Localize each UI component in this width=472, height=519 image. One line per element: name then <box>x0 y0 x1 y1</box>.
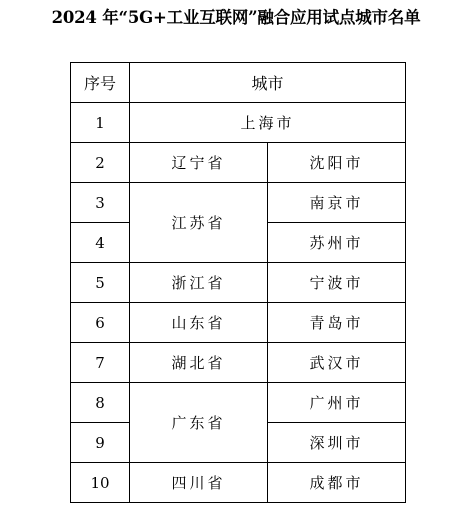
row-index: 4 <box>71 223 130 263</box>
city-cell: 青岛市 <box>268 303 406 343</box>
row-index: 2 <box>71 143 130 183</box>
header-index: 序号 <box>71 63 130 103</box>
table-row <box>71 383 406 423</box>
province-cell: 四川省 <box>130 463 268 503</box>
table-row <box>71 103 406 143</box>
city-cell: 成都市 <box>268 463 406 503</box>
city-cell: 苏州市 <box>268 223 406 263</box>
province-cell: 浙江省 <box>130 263 268 303</box>
province-cell: 山东省 <box>130 303 268 343</box>
city-cell: 沈阳市 <box>268 143 406 183</box>
city-cell: 宁波市 <box>268 263 406 303</box>
province-cell: 广东省 <box>130 383 268 463</box>
page-title: 2024 年“5G+工业互联网”融合应用试点城市名单 <box>51 8 421 27</box>
municipality-cell: 上海市 <box>130 103 406 143</box>
row-index: 5 <box>71 263 130 303</box>
row-index: 9 <box>71 423 130 463</box>
row-index: 6 <box>71 303 130 343</box>
row-index: 10 <box>71 463 130 503</box>
header-city: 城市 <box>130 63 406 103</box>
table-row <box>71 343 406 383</box>
province-cell: 湖北省 <box>130 343 268 383</box>
table-row <box>71 263 406 303</box>
city-cell: 南京市 <box>268 183 406 223</box>
province-cell: 江苏省 <box>130 183 268 263</box>
row-index: 7 <box>71 343 130 383</box>
table-row <box>71 143 406 183</box>
pilot-city-table <box>70 62 406 503</box>
table-row <box>71 303 406 343</box>
city-cell: 广州市 <box>268 383 406 423</box>
row-index: 3 <box>71 183 130 223</box>
city-cell: 深圳市 <box>268 423 406 463</box>
table-header-row <box>71 63 406 103</box>
province-cell: 辽宁省 <box>130 143 268 183</box>
row-index: 8 <box>71 383 130 423</box>
table-row <box>71 183 406 223</box>
table-row <box>71 463 406 503</box>
row-index: 1 <box>71 103 130 143</box>
city-cell: 武汉市 <box>268 343 406 383</box>
